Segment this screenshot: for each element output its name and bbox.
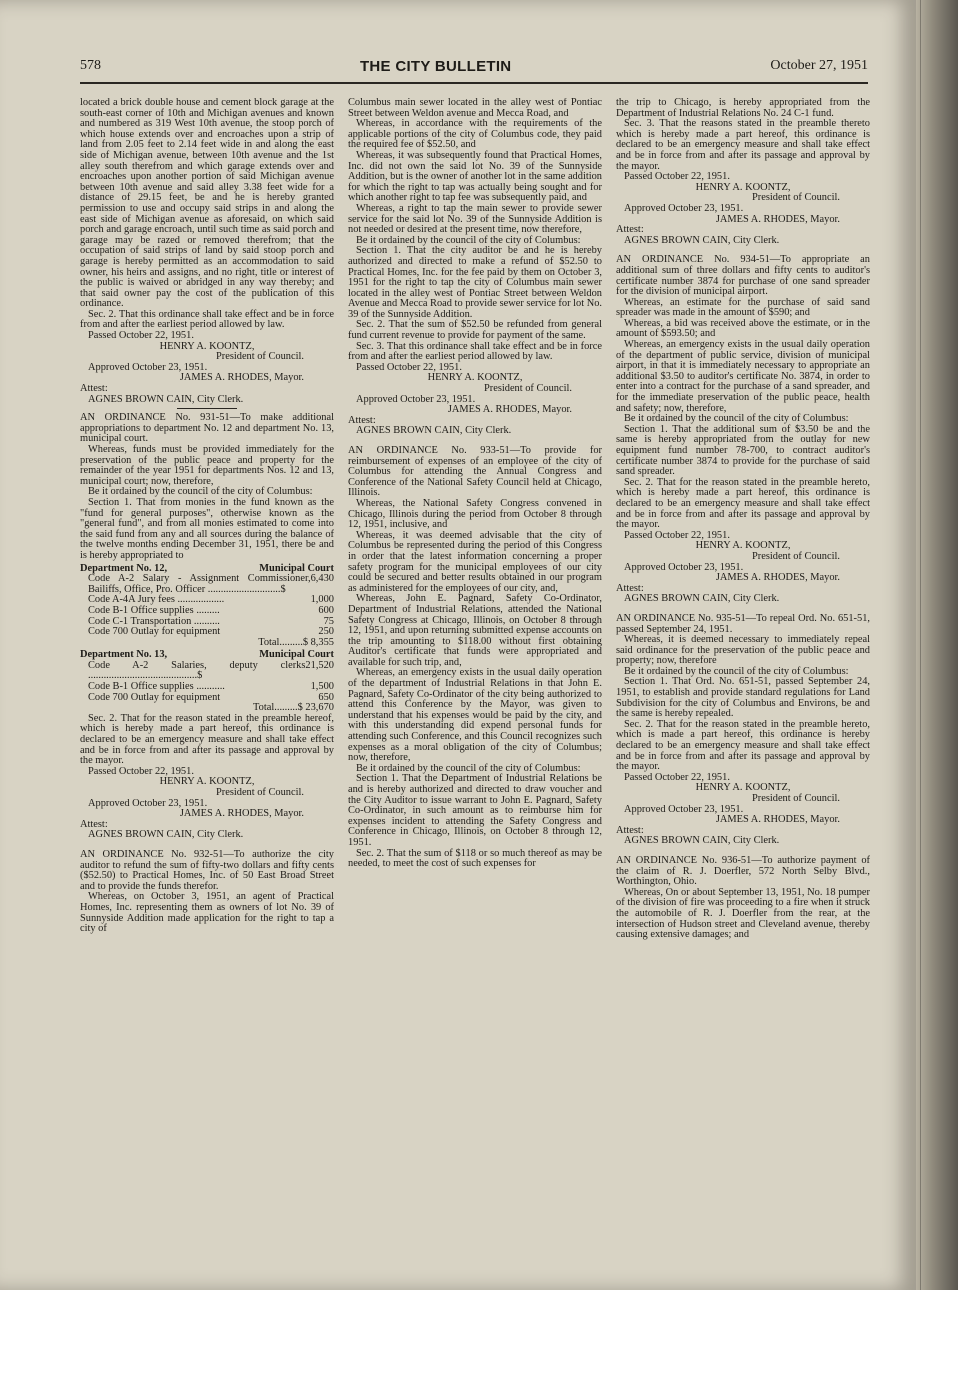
council-president-title: President of Council. <box>483 383 572 395</box>
council-president-name: HENRY A. KOONTZ, <box>695 181 791 193</box>
ordinance-heading: AN ORDINANCE No. 935-51—To repeal Ord. No. 651-51, passed September 24, 1951. <box>616 612 870 635</box>
attest-label: Attest: <box>348 414 376 426</box>
paragraph: Be it ordained by the council of the city of Columbus: <box>624 413 849 425</box>
approved-date: Approved October 23, 1951. <box>624 202 744 214</box>
mayor-signature: JAMES A. RHODES, Mayor. <box>715 572 840 584</box>
ordinance-heading: AN ORDINANCE No. 931-51—To make additional appropriations to department No. 12 and department No. 13, municipal court. <box>80 412 334 445</box>
council-president-name: HENRY A. KOONTZ, <box>159 340 255 352</box>
approved-date: Approved October 23, 1951. <box>88 361 208 373</box>
ordinance-heading: AN ORDINANCE No. 933-51—To provide for reimbursement of expenses of an employee of the city of Columbus for attending the Annual Congress and Conference of the National Safety Council held at Chicago, Illinois. <box>348 445 602 499</box>
column-1 <box>80 98 334 1258</box>
attest-label: Attest: <box>80 383 108 395</box>
paragraph: Sec. 2. That the sum of $52.50 be refunded from general fund current revenue to provide for payment of the same. <box>348 319 602 342</box>
appropriation-line: Code A-2 Salary - Assignment Commissioner, Bailiffs, Office, Pro. Officer ............................$ 6,430 <box>88 573 334 595</box>
paragraph: Whereas, on October 3, 1951, an agent of Practical Homes, Inc. representing them as owners of lot No. 39 of Sunnyside Addition made application for the right to tap a city of <box>80 891 334 935</box>
clerk-signature: AGNES BROWN CAIN, City Clerk. <box>624 835 780 847</box>
column-2 <box>348 98 602 1258</box>
attest-label: Attest: <box>616 824 644 836</box>
bottom-band <box>0 1290 958 1390</box>
mayor-signature: JAMES A. RHODES, Mayor. <box>715 213 840 225</box>
paragraph: Whereas, funds must be provided immediately for the preservation of the public peace and property for the remainder of the year 1951 for departments Nos. 12 and 13, municipal court; now, therefore, <box>80 444 334 487</box>
column-3 <box>616 98 870 1258</box>
paragraph: Section 1. That the city auditor be and he is hereby authorized and directed to make a refund of $52.50 to Practical Homes, Inc. for the fee paid by them on October 3, 1951 for the right to tap the city of Columbus main sewer located in the alley west of Pontiac Street between Weldon Avenue and Mecca Road to provide sewer service for lot No. 39 of the Sunnyside Addition. <box>348 245 602 320</box>
paragraph: Sec. 3. That this ordinance shall take effect and be in force from and after the earliest period allowed by law. <box>348 340 602 363</box>
paragraph: Columbus main sewer located in the alley west of Pontiac Street between Weldon avenue and Mecca Road, and <box>348 98 602 119</box>
clerk-signature: AGNES BROWN CAIN, City Clerk. <box>356 425 512 437</box>
council-president-title: President of Council. <box>215 787 304 798</box>
paragraph: Section 1. That Ord. No. 651-51, passed September 24, 1951, to establish and provide standard regulations for Land Subdivision for the city of Columbus and Environs, be and the same is hereby repealed. <box>616 676 870 720</box>
paragraph: Sec. 2. That for the reason stated in the preamble hereto, which is made a part hereof, this ordinance is hereby declared to be an emergency measure and shall take effect and be in force from and after its passage and approval by the mayor. <box>616 718 870 773</box>
clerk-signature: AGNES BROWN CAIN, City Clerk. <box>624 234 780 246</box>
passed-date: Passed October 22, 1951. <box>88 765 194 777</box>
passed-date: Passed October 22, 1951. <box>624 171 730 183</box>
attest-label: Attest: <box>80 818 108 830</box>
attest-label: Attest: <box>616 582 644 594</box>
mayor-signature: JAMES A. RHODES, Mayor. <box>179 372 304 384</box>
approved-date: Approved October 23, 1951. <box>88 797 208 809</box>
paragraph: Whereas, the National Safety Congress convened in Chicago, Illinois during the period from October 8 through 12, 1951, inclusive, and <box>348 497 602 531</box>
appropriation-line: Code 700 Outlay for equipment 650 <box>88 691 334 703</box>
council-president-title: President of Council. <box>751 550 840 562</box>
paragraph: located a brick double house and cement block garage at the south-east corner of 10th and Michigan avenues and known and numbered as 319 West 10th avenue, the stoop porch of which house extends over and encroaches upon a strip of land from 2.05 feet to 2.14 feet wide in and along the east side of Michigan avenue, between 10th avenue and the 1st alley south therefrom and which garage extends over and encroaches upon another portion of said Michigan avenue between 10th avenue and said alley 3.38 feet wide for a distance of 29.15 feet, be and he is hereby granted permission to use and occupy said strips in and along the east side of Michigan avenue as aforesaid, on which said porch and garage encroach, until such time as said porch and garage may be razed or removed therefrom; that the occupation of said strips of land by said stoop porch and garage is hereby permitted as an accommodation to said owner, his heirs and assigns, and no right, title or interest of the public is waived or abridged in any way thereby; and that said owner pay the cost of the publication of this ordinance. <box>80 98 334 310</box>
paragraph: Whereas, an estimate for the purchase of said sand spreader was made in the amount of $590; and <box>616 296 870 319</box>
council-president-title: President of Council. <box>751 192 840 204</box>
council-president-name: HENRY A. KOONTZ, <box>695 540 791 552</box>
clerk-signature: AGNES BROWN CAIN, City Clerk. <box>624 593 780 605</box>
paragraph: Sec. 2. That the sum of $118 or so much thereof as may be needed, to meet the cost of such expenses for <box>348 847 602 870</box>
appropriation-line: Code A-2 Salaries, deputy clerks ..........................................$ 21,520 <box>88 659 334 682</box>
page-number: 578 <box>80 58 101 73</box>
passed-date: Passed October 22, 1951. <box>624 529 730 541</box>
text-columns <box>80 98 870 1258</box>
passed-date: Passed October 22, 1951. <box>356 361 462 373</box>
issue-date: October 27, 1951 <box>770 58 868 73</box>
council-president-title: President of Council. <box>215 351 304 363</box>
mayor-signature: JAMES A. RHODES, Mayor. <box>179 808 304 820</box>
appropriation-total: Total.........$ 23,670 <box>253 702 334 714</box>
appropriation-total: Total.........$ 8,355 <box>258 636 334 648</box>
paragraph: Whereas, it was subsequently found that Practical Homes, Inc. did not own the said lot No. 39 of the Sunnyside Addition, but is the owner of another lot in the same addition for which the right to tap was actually being sought and for which another right to tap fee was subsequently paid, and <box>348 149 602 204</box>
council-president-name: HENRY A. KOONTZ, <box>159 776 255 788</box>
department-heading: Department No. 12, Municipal Court <box>80 562 334 574</box>
appropriation-line: Code B-1 Office supplies ......... 600 <box>88 604 334 616</box>
paragraph: Section 1. That the additional sum of $3.50 be and the same is hereby appropriated from the outlay for new equipment fund number 78-700, to contract auditor's certificate number 3874 to provide for the purchase of said sand spreader. <box>616 423 870 478</box>
ordinance-heading: AN ORDINANCE No. 932-51—To authorize the city auditor to refund the sum of fifty-two dollars and fifty cents ($52.50) to Practical Homes, Inc. of 50 East Broad Street and to provide the funds therefor. <box>80 848 334 892</box>
council-president-title: President of Council. <box>751 793 840 804</box>
mayor-signature: JAMES A. RHODES, Mayor. <box>447 404 572 416</box>
approved-date: Approved October 23, 1951. <box>356 393 476 405</box>
passed-date: Passed October 22, 1951. <box>624 771 730 783</box>
paragraph: Section 1. That from monies in the fund known as the "fund for general purposes", otherwise known as the "general fund", and from all monies estimated to come into the said fund from any and all sources during the balance of the twelve months ending December 31, 1951, there be and is hereby appropriated to <box>80 496 334 561</box>
attest-label: Attest: <box>616 224 644 236</box>
paragraph: Be it ordained by the council of the city of Columbus: <box>356 234 581 246</box>
passed-date: Passed October 22, 1951. <box>88 330 194 342</box>
paragraph: Whereas, it was deemed advisable that the city of Columbus be represented during the period of this Congress in order that the latest information concerning a proper safety program for the municipal employees of our city could be secured and better results obtained in our program as administered for the employees of our city, and, <box>348 529 602 594</box>
paragraph: Whereas, On or about September 13, 1951, No. 18 pumper of the division of fire was proceeding to a fire when it struck the automobile of R. J. Doerfler from the rear, at the intersection of Hudson street and Cleveland avenue, thereby causing extensive damages; and <box>616 886 870 941</box>
paragraph: Whereas, in accordance with the requirements of the applicable portions of the city of Columbus code, they paid the required fee of $52.50, and <box>348 118 602 151</box>
paragraph: the trip to Chicago, is hereby appropriated from the Department of Industrial Relations No. 24 C-1 fund. <box>616 98 870 119</box>
clerk-signature: AGNES BROWN CAIN, City Clerk. <box>88 393 244 405</box>
paragraph: Whereas, a right to tap the main sewer to provide sewer service for the said lot No. 39 of the Sunnyside Addition is not needed or desired at the present time, now therefore, <box>348 202 602 236</box>
publication-title: THE CITY BULLETIN <box>359 58 512 75</box>
paragraph: Section 1. That the Department of Industrial Relations be and is hereby authorized and directed to draw voucher and the City Auditor to issue warrant to John E. Pagnard, Safety Co-Ordinator, in such amount as to reimburse him for expenses incident to attending the Safety Congress and Conference in Chicago, Illinois, on October 8 through 12, 1951. <box>348 773 602 848</box>
page-header <box>80 58 868 84</box>
paragraph: Sec. 2. That for the reason stated in the preamble hereof, which is hereby made a part hereof, this ordinance is declared to be an emergency measure and shall take effect and be in force from and after its passage and approval by the mayor. <box>80 712 334 767</box>
clerk-signature: AGNES BROWN CAIN, City Clerk. <box>88 829 244 841</box>
approved-date: Approved October 23, 1951. <box>624 803 744 815</box>
paragraph: Whereas, it is deemed necessary to immediately repeal said ordinance for the preservation of the public peace and property; now, therefore <box>616 634 870 667</box>
appropriation-line: Code 700 Outlay for equipment 250 <box>88 626 334 638</box>
paragraph: Be it ordained by the council of the city of Columbus: <box>624 665 849 677</box>
paragraph: Sec. 3. That the reasons stated in the preamble thereto which is hereby made a part hereof, this ordinance is declared to be an emergency measure and shall take effect and be in force from and after its passage and approval by the mayor. <box>616 118 870 172</box>
approved-date: Approved October 23, 1951. <box>624 561 744 573</box>
paragraph: Whereas, a bid was received above the estimate, or in the amount of $593.50; and <box>616 317 870 340</box>
divider <box>177 408 237 409</box>
mayor-signature: JAMES A. RHODES, Mayor. <box>715 814 840 826</box>
council-president-name: HENRY A. KOONTZ, <box>695 782 791 794</box>
paragraph: Sec. 2. That for the reason stated in the preamble hereto, which is hereby made a part hereof, this ordinance is declared to be an emergency measure and shall take effect and be in force from and after its passage and approval by the mayor. <box>616 476 870 531</box>
appropriation-line: Code C-1 Transportation .......... 75 <box>88 615 334 627</box>
paragraph: Whereas, an emergency exists in the usual daily operation of the department of Industrial Relations in that John E. Pagnard, Safety Co-Ordinator of the city being authorized to attend this Conference by the Mayor, was given to understand that his expenses would be paid by the city, and with this understanding did expend personal funds for attending such Conference, and this Council recognizes such expenses as a moral obligation of the city of Columbus; now, therefore, <box>348 667 602 764</box>
paragraph: Whereas, John E. Pagnard, Safety Co-Ordinator, Department of Industrial Relations, attended the National Safety Congress at Chicago, Illinois, on October 8 through 12, 1951, and upon returning submitted expense accounts on the trip amounting to $118.00 without first obtaining Auditor's certificate that funds were appropriated and available for such trip, and, <box>348 593 602 668</box>
ordinance-heading: AN ORDINANCE No. 936-51—To authorize payment of the claim of R. J. Doerfler, 572 North Selby Blvd., Worthington, Ohio. <box>616 854 870 888</box>
department-heading: Department No. 13, Municipal Court <box>80 649 334 661</box>
appropriation-line: Code B-1 Office supplies ........... 1,500 <box>88 681 334 693</box>
appropriation-line: Code A-4A Jury fees .................. 1,000 <box>88 594 334 606</box>
ordinance-heading: AN ORDINANCE No. 934-51—To appropriate an additional sum of three dollars and fifty cents to auditor's certificate number 3874 for purchase of one sand spreader for the division of municipal airport. <box>616 254 870 298</box>
page-edge <box>916 0 958 1290</box>
paragraph: Sec. 2. That this ordinance shall take effect and be in force from and after the earliest period allowed by law. <box>80 308 334 331</box>
paragraph: Whereas, an emergency exists in the usual daily operation of the department of public service, division of municipal airport, in that it is immediately necessary to appropriate an additional $3.50 to auditor's certificate No. 3874, in order to enter into a contract for the purchase of a sand spreader, and for the immediate preservation of the public peace, health and safety; now, therefore, <box>616 339 870 414</box>
paragraph: Be it ordained by the council of the city of Columbus: <box>356 762 581 774</box>
paragraph: Be it ordained by the council of the city of Columbus: <box>88 486 313 498</box>
council-president-name: HENRY A. KOONTZ, <box>427 372 523 384</box>
